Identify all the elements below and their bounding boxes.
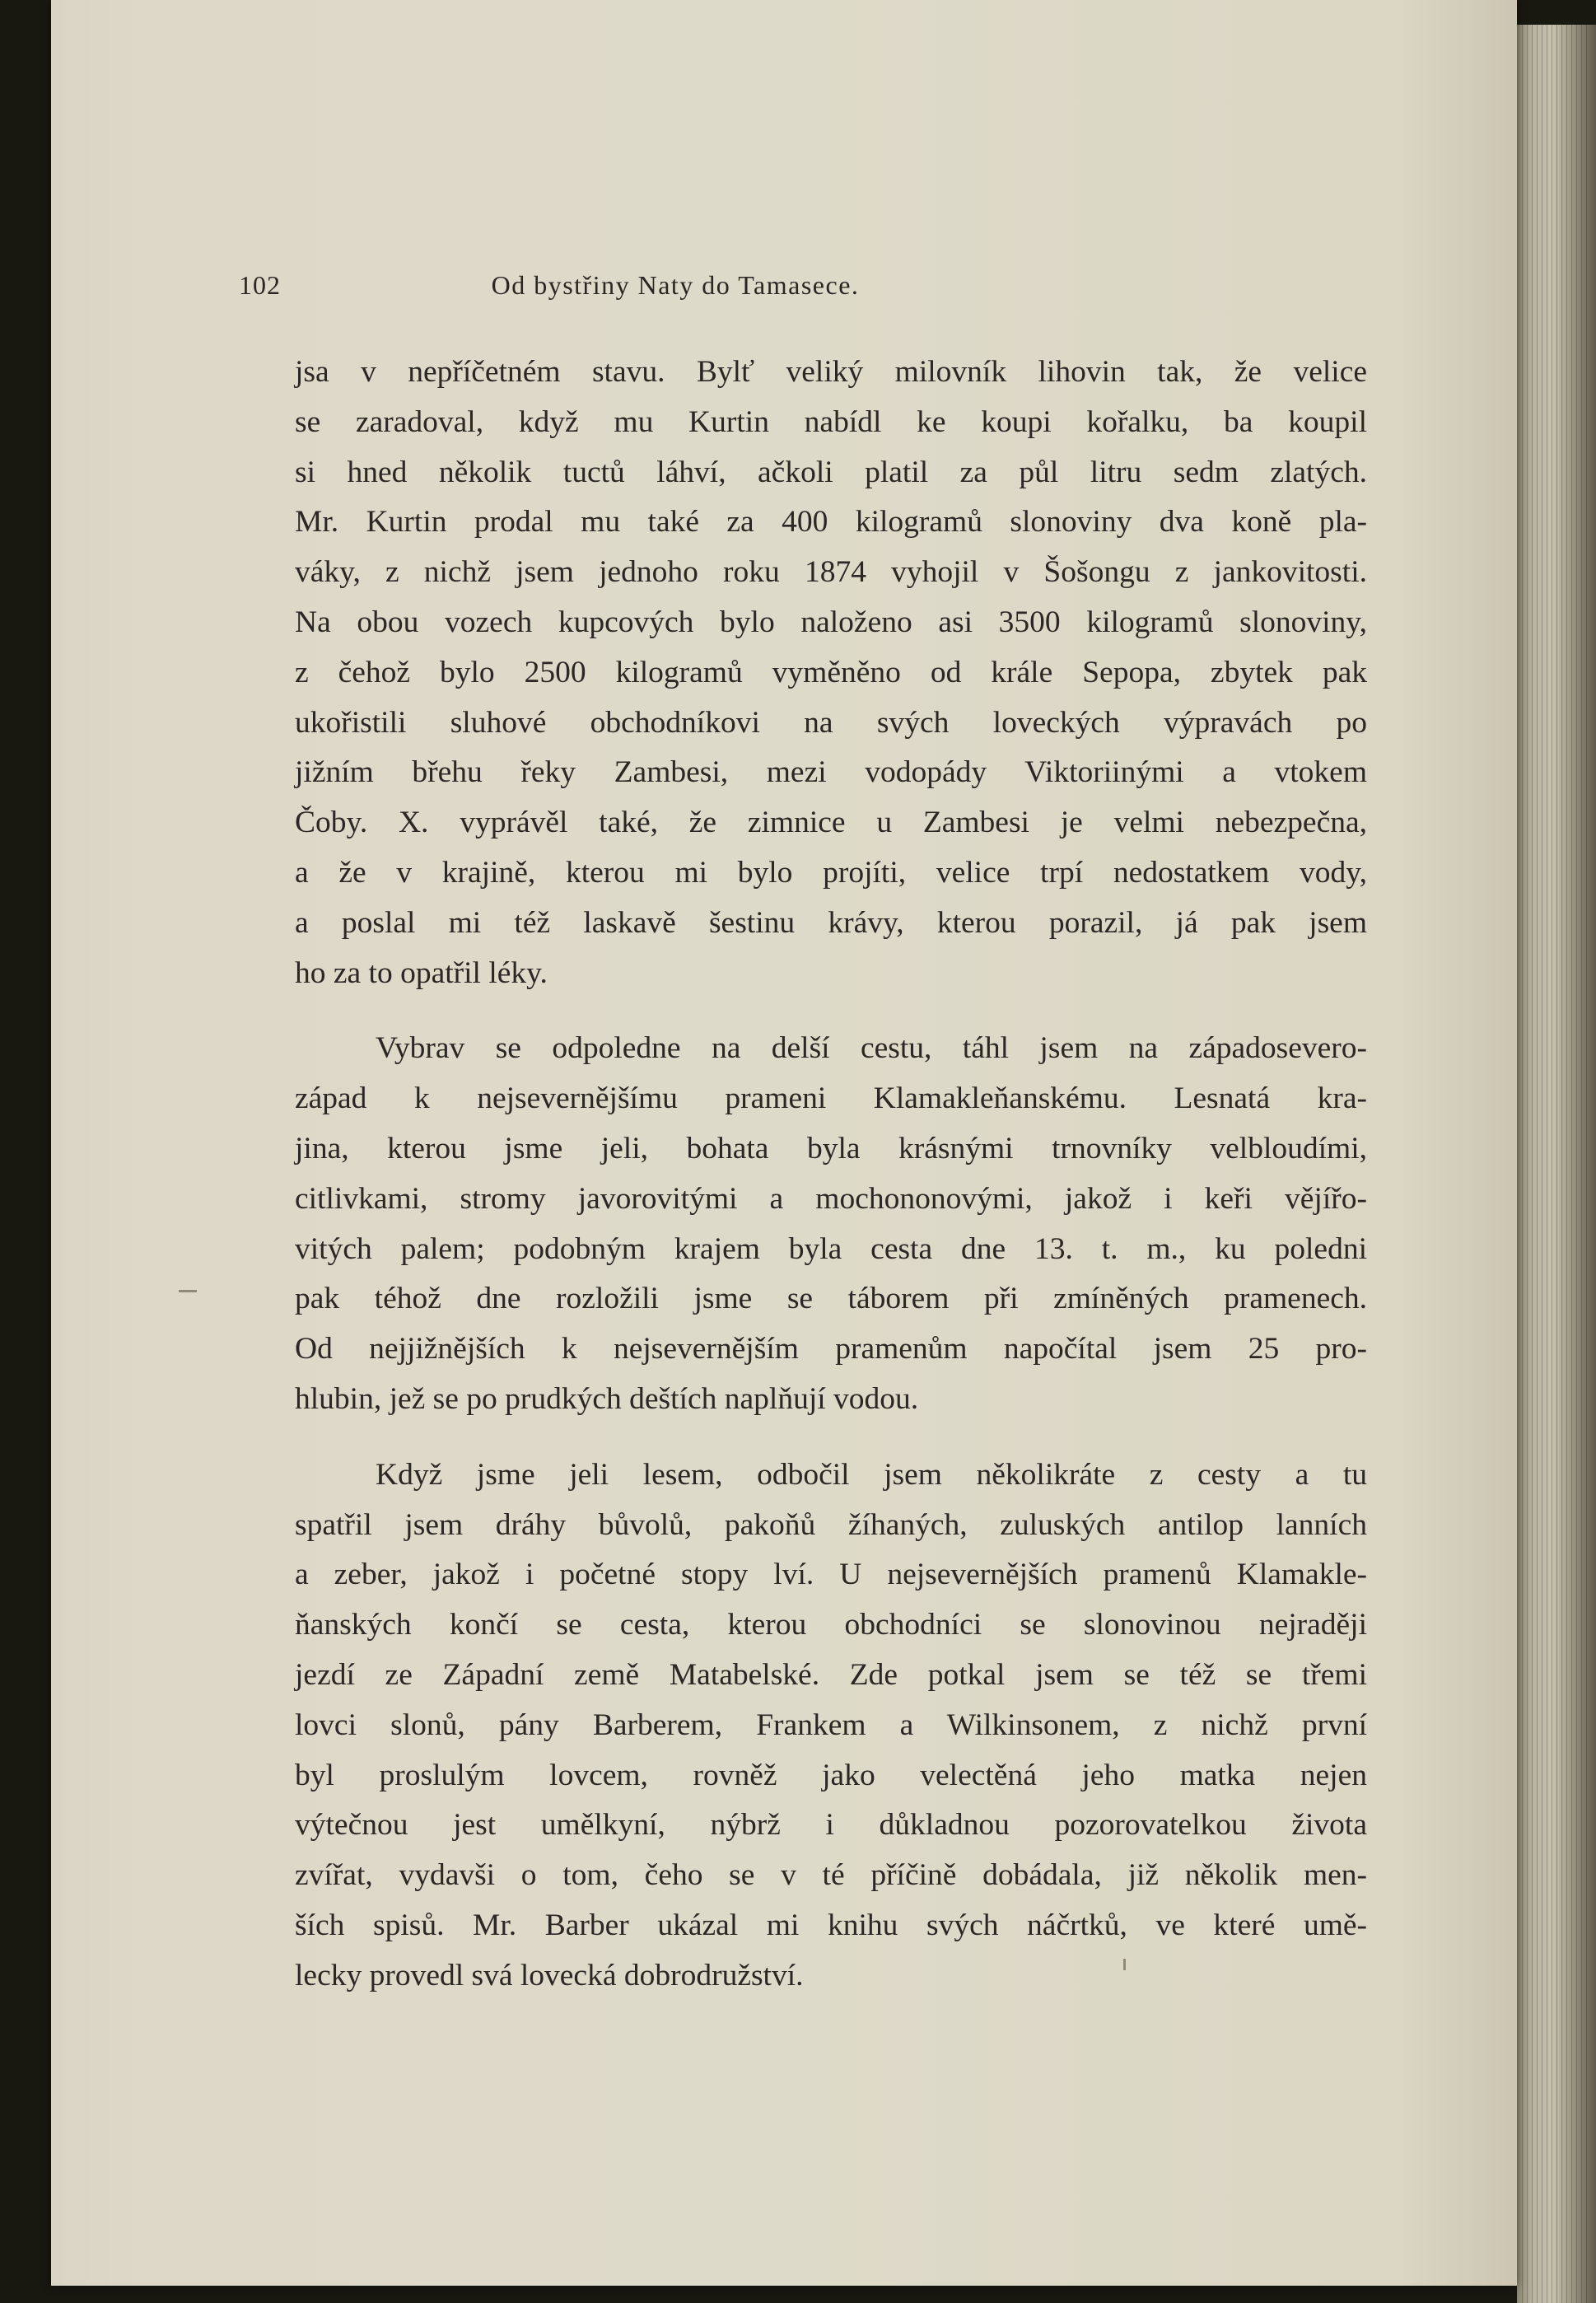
paragraph-3 — [295, 1450, 1367, 2002]
text-line: a zeber, jakož i početné stopy lví. U nejsevernějších pramenů Klamakle- — [295, 1558, 1367, 1592]
text-line: lecky provedl svá lovecká dobrodružství. — [295, 1958, 804, 1992]
text-line: Mr. Kurtin prodal mu také za 400 kilogramů slonoviny dva koně pla- — [295, 505, 1367, 540]
paragraph-1 — [295, 348, 1367, 998]
text-line: Vybrav se odpoledne na delší cestu, táhl jsem na západosevero- — [376, 1031, 1367, 1066]
text-line: z čehož bylo 2500 kilogramů vyměněno od krále Sepopa, zbytek pak — [295, 655, 1367, 689]
text-line: jižním břehu řeky Zambesi, mezi vodopády Viktoriinými a vtokem — [295, 755, 1367, 790]
text-line: se zaradoval, když mu Kurtin nabídl ke koupi kořalku, ba koupil — [295, 404, 1367, 439]
text-line: citlivkami, stromy javorovitými a mochononovými, jakož i keři vějířo- — [295, 1181, 1367, 1216]
text-line: pak téhož dne rozložili jsme se táborem při zmíněných pramenech. — [295, 1282, 1367, 1316]
text-line: ších spisů. Mr. Barber ukázal mi knihu svých náčrtků, ve které umě- — [295, 1908, 1367, 1942]
text-line: a že v krajině, kterou mi bylo projíti, velice trpí nedostatkem vody, — [295, 855, 1367, 890]
text-line: spatřil jsem dráhy bůvolů, pakoňů žíhaných, zuluských antilop lanních — [295, 1507, 1367, 1542]
text-line: ukořistili sluhové obchodníkovi na svých loveckých výpravách po — [295, 705, 1367, 740]
book-page-edges — [1522, 25, 1588, 2303]
running-title: Od bystřiny Naty do Tamasece. — [491, 270, 860, 300]
text-line: ňanských končí se cesta, kterou obchodníci se slonovinou nejraději — [295, 1608, 1367, 1642]
text-line: západ k nejsevernějšímu prameni Klamakleňanskému. Lesnatá kra- — [295, 1081, 1367, 1116]
page-number: 102 — [239, 270, 281, 300]
text-line: byl proslulým lovcem, rovněž jako velectěná jeho matka nejen — [295, 1758, 1367, 1792]
text-line: váky, z nichž jsem jednoho roku 1874 vyhojil v Šošongu z jankovitosti. — [295, 555, 1367, 590]
text-line: jsa v nepříčetném stavu. Bylť veliký milovník lihovin tak, že velice — [295, 355, 1367, 389]
margin-mark — [179, 1290, 197, 1292]
body-text — [295, 348, 1367, 2002]
text-line: ho za to opatřil léky. — [295, 955, 548, 990]
text-line: zvířat, vydavši o tom, čeho se v té příčině dobádala, již několik men- — [295, 1858, 1367, 1893]
text-line: a poslal mi též laskavě šestinu krávy, kterou porazil, já pak jsem — [295, 905, 1367, 940]
text-line: lovci slonů, pány Barberem, Frankem a Wilkinsonem, z nichž první — [295, 1707, 1367, 1742]
text-line: Na obou vozech kupcových bylo naloženo asi 3500 kilogramů slonoviny, — [295, 605, 1367, 639]
text-line: jina, kterou jsme jeli, bohata byla krásnými trnovníky velbloudími, — [295, 1131, 1367, 1166]
text-line: Když jsme jeli lesem, odbočil jsem několikráte z cesty a tu — [376, 1457, 1367, 1492]
paragraph-2 — [295, 1024, 1367, 1424]
text-line: Od nejjižnějších k nejsevernějším pramenům napočítal jsem 25 pro- — [295, 1332, 1367, 1366]
text-line: Čoby. X. vyprávěl také, že zimnice u Zambesi je velmi nebezpečna, — [295, 806, 1367, 840]
text-line: si hned několik tuctů láhví, ačkoli platil za půl litru sedm zlatých. — [295, 455, 1367, 489]
text-line: vitých palem; podobným krajem byla cesta dne 13. t. m., ku poledni — [295, 1231, 1367, 1266]
text-line: výtečnou jest umělkyní, nýbrž i důkladnou pozorovatelkou života — [295, 1808, 1367, 1843]
page-header — [239, 270, 1112, 311]
text-line: jezdí ze Západní země Matabelské. Zde potkal jsem se též se třemi — [295, 1657, 1367, 1692]
text-line: hlubin, jež se po prudkých deštích naplňují vodou. — [295, 1381, 919, 1416]
